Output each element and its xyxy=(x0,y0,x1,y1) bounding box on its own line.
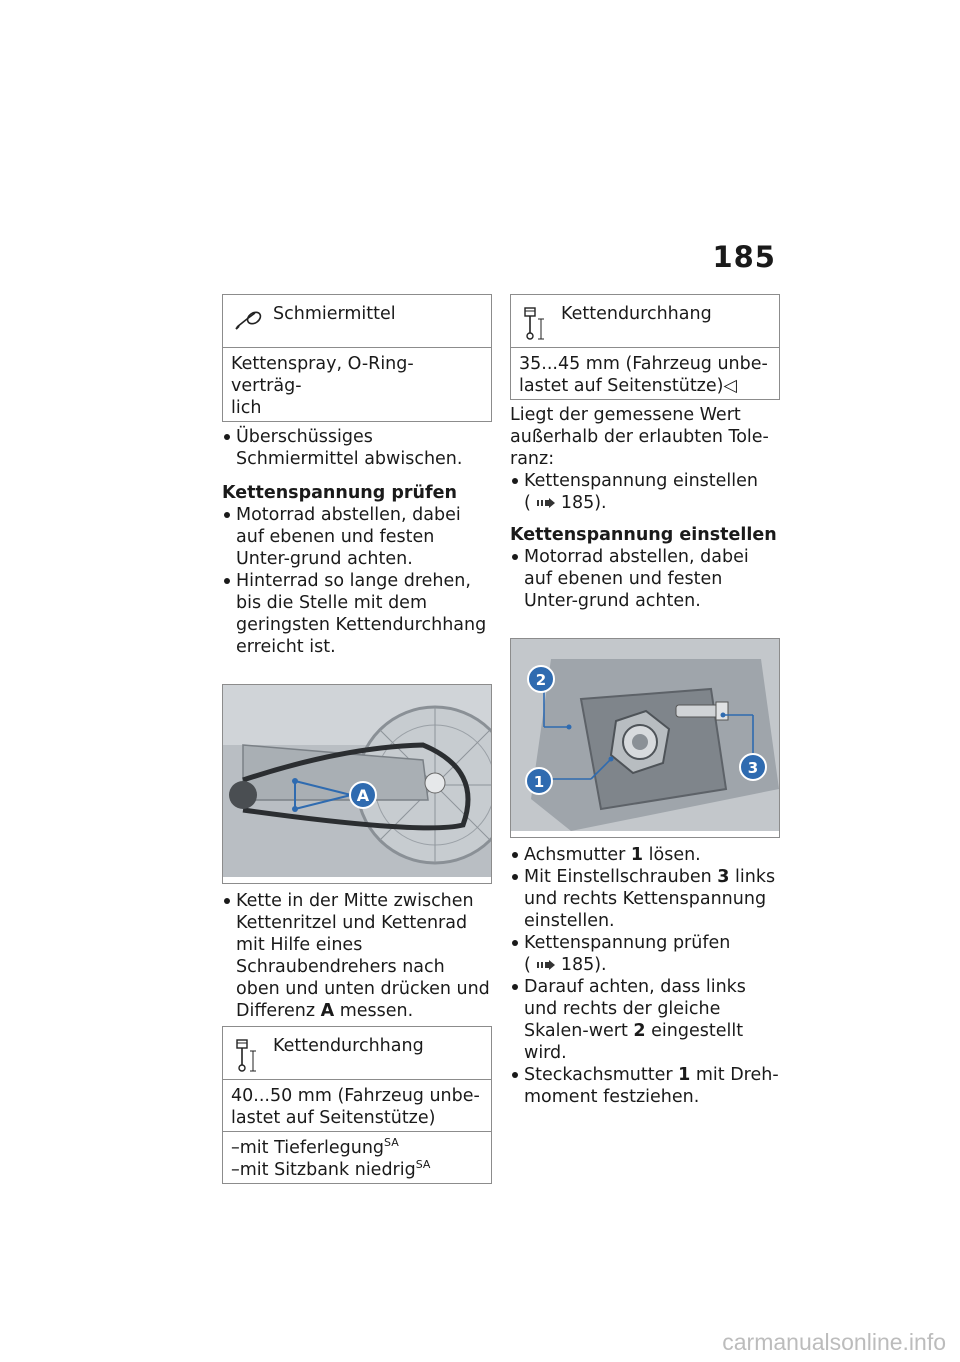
chain-slack-spec-box xyxy=(510,294,780,400)
chain-slack-spec-box xyxy=(222,1026,492,1184)
spec-value: Kettenspray, O-Ring-verträg- lich xyxy=(223,347,491,421)
section-heading: Kettenspannung einstellen xyxy=(510,525,777,545)
left-column xyxy=(222,294,492,1184)
lubricant-icon xyxy=(233,305,265,333)
spec-header xyxy=(223,295,491,347)
lubricant-spec-box xyxy=(222,294,492,422)
callout-label-3: 3 xyxy=(747,759,759,777)
list-item: Motorrad abstellen, dabei auf ebenen und festen Unter-grund achten. xyxy=(510,546,780,612)
page-number: 185 xyxy=(712,240,776,274)
right-column xyxy=(510,294,780,1108)
list-item: Kette in der Mitte zwischen Kettenritzel und Kettenrad mit Hilfe eines Schraubendrehers nach oben und unten drücken und Differenz A messen. xyxy=(222,890,492,1022)
list-item: Mit Einstellschrauben 3 links und rechts Kettenspannung einstellen. xyxy=(510,866,780,932)
spec-title: Kettendurchhang xyxy=(273,1036,424,1056)
list-item: Darauf achten, dass links und rechts der gleiche Skalen-wert 2 eingestellt wird. xyxy=(510,976,780,1064)
spec-header xyxy=(223,1027,491,1079)
callout-label-2: 2 xyxy=(535,671,547,689)
chain-photo xyxy=(222,684,492,884)
callout-label-1: 1 xyxy=(533,773,545,791)
spec-value: 40...50 mm (Fahrzeug unbe- lastet auf Seitenstütze) xyxy=(223,1079,491,1131)
list-item: Achsmutter 1 lösen. xyxy=(510,844,780,866)
list-item: Steckachsmutter 1 mit Dreh-moment festziehen. xyxy=(510,1064,780,1108)
list-item: Hinterrad so lange drehen, bis die Stelle mit dem geringsten Kettendurchhang erreicht ist. xyxy=(222,570,492,658)
list-item: Kettenspannung einstellen ( 185). xyxy=(510,470,780,514)
watermark-footer: carmanualsonline.info xyxy=(722,1329,946,1355)
axle-photo xyxy=(510,638,780,838)
list-item: Kettenspannung prüfen ( 185). xyxy=(510,932,780,976)
spec-value: 35...45 mm (Fahrzeug unbe- lastet auf Seitenstütze)◁ xyxy=(511,347,779,399)
spec-options: –mit Tieferlegung$^{SA}$ –mit Sitzbank niedrig$^{SA}$ xyxy=(223,1131,491,1183)
spec-header xyxy=(511,295,779,347)
chain-slack-icon xyxy=(233,1037,261,1073)
paragraph: Liegt der gemessene Wert außerhalb der erlaubten Tole-ranz: xyxy=(510,405,769,469)
page-ref[interactable]: 185). xyxy=(560,493,607,513)
chain-slack-icon xyxy=(521,305,549,341)
list-item: Motorrad abstellen, dabei auf ebenen und festen Unter-grund achten. xyxy=(222,504,492,570)
page-ref-arrow-icon: ( xyxy=(524,493,561,513)
spec-title: Schmiermittel xyxy=(273,304,396,324)
section-heading: Kettenspannung prüfen xyxy=(222,483,457,503)
spec-title: Kettendurchhang xyxy=(561,304,712,324)
callout-label-a: A xyxy=(356,786,370,805)
list-item: Überschüssiges Schmiermittel abwischen. xyxy=(222,426,492,470)
page-ref-arrow-icon: ( xyxy=(524,955,561,975)
page-ref[interactable]: 185). xyxy=(560,955,607,975)
